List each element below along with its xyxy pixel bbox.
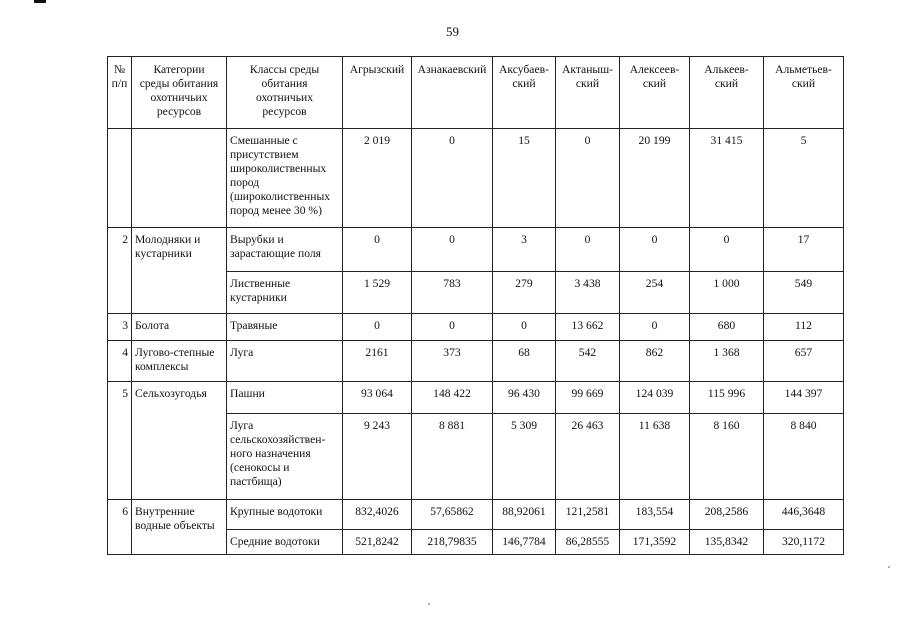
value-cell: 99 669 <box>556 382 620 414</box>
header-category: Категории среды обитания охотничьих ресурсов <box>132 57 227 129</box>
header-district: Агрызский <box>343 57 412 129</box>
header-district: Алексеев- ский <box>620 57 690 129</box>
value-cell: 862 <box>620 341 690 382</box>
value-cell: 8 160 <box>690 414 764 500</box>
header-district: Актаныш- ский <box>556 57 620 129</box>
row-number: 2 <box>108 228 132 314</box>
value-cell: 13 662 <box>556 314 620 341</box>
value-cell: 549 <box>764 272 844 314</box>
value-cell: 0 <box>620 314 690 341</box>
table-row <box>108 129 844 228</box>
scan-speck <box>888 566 890 568</box>
row-category: Молодняки и кустарники <box>132 228 227 314</box>
value-cell: 0 <box>620 228 690 272</box>
value-cell: 148 422 <box>412 382 493 414</box>
value-cell: 135,8342 <box>690 530 764 555</box>
value-cell: 88,92061 <box>493 500 556 530</box>
value-cell: 144 397 <box>764 382 844 414</box>
value-cell: 0 <box>343 314 412 341</box>
value-cell: 1 000 <box>690 272 764 314</box>
value-cell: 96 430 <box>493 382 556 414</box>
row-category: Внутренние водные объекты <box>132 500 227 555</box>
value-cell: 26 463 <box>556 414 620 500</box>
row-number: 4 <box>108 341 132 382</box>
table-row <box>108 228 844 272</box>
value-cell: 57,65862 <box>412 500 493 530</box>
value-cell: 0 <box>690 228 764 272</box>
value-cell: 208,2586 <box>690 500 764 530</box>
value-cell: 31 415 <box>690 129 764 228</box>
value-cell: 279 <box>493 272 556 314</box>
value-cell: 20 199 <box>620 129 690 228</box>
header-class: Классы среды обитания охотничьих ресурсов <box>227 57 343 129</box>
row-class: Вырубки и зарастающие поля <box>227 228 343 272</box>
header-district: Алькеев- ский <box>690 57 764 129</box>
table-row <box>108 382 844 414</box>
value-cell: 320,1172 <box>764 530 844 555</box>
value-cell: 1 368 <box>690 341 764 382</box>
scan-corner-mark <box>34 0 46 3</box>
table-row <box>108 314 844 341</box>
value-cell: 17 <box>764 228 844 272</box>
habitat-table <box>107 56 844 555</box>
value-cell: 3 <box>493 228 556 272</box>
value-cell: 254 <box>620 272 690 314</box>
row-class: Пашни <box>227 382 343 414</box>
value-cell: 112 <box>764 314 844 341</box>
value-cell: 832,4026 <box>343 500 412 530</box>
row-category: Болота <box>132 314 227 341</box>
value-cell: 0 <box>343 228 412 272</box>
value-cell: 11 638 <box>620 414 690 500</box>
row-number <box>108 129 132 228</box>
value-cell: 146,7784 <box>493 530 556 555</box>
value-cell: 8 840 <box>764 414 844 500</box>
value-cell: 15 <box>493 129 556 228</box>
value-cell: 2 019 <box>343 129 412 228</box>
value-cell: 521,8242 <box>343 530 412 555</box>
value-cell: 8 881 <box>412 414 493 500</box>
value-cell: 680 <box>690 314 764 341</box>
value-cell: 1 529 <box>343 272 412 314</box>
value-cell: 657 <box>764 341 844 382</box>
value-cell: 0 <box>412 228 493 272</box>
value-cell: 0 <box>556 228 620 272</box>
table-row <box>108 341 844 382</box>
value-cell: 93 064 <box>343 382 412 414</box>
row-class: Средние водотоки <box>227 530 343 555</box>
value-cell: 5 <box>764 129 844 228</box>
value-cell: 218,79835 <box>412 530 493 555</box>
table-row <box>108 500 844 530</box>
row-number: 6 <box>108 500 132 555</box>
row-class: Лиственные кустарники <box>227 272 343 314</box>
value-cell: 5 309 <box>493 414 556 500</box>
value-cell: 124 039 <box>620 382 690 414</box>
row-class: Крупные водотоки <box>227 500 343 530</box>
page-number: 59 <box>446 24 459 39</box>
value-cell: 115 996 <box>690 382 764 414</box>
value-cell: 121,2581 <box>556 500 620 530</box>
row-category <box>132 129 227 228</box>
row-class: Смешанные с присутствием широколиственных пород (широколиственных пород менее 30 %) <box>227 129 343 228</box>
row-category: Сельхозугодья <box>132 382 227 500</box>
value-cell: 446,3648 <box>764 500 844 530</box>
value-cell: 3 438 <box>556 272 620 314</box>
header-district: Альметьев- ский <box>764 57 844 129</box>
value-cell: 542 <box>556 341 620 382</box>
row-class: Луга <box>227 341 343 382</box>
row-number: 3 <box>108 314 132 341</box>
value-cell: 0 <box>556 129 620 228</box>
row-number: 5 <box>108 382 132 500</box>
value-cell: 68 <box>493 341 556 382</box>
value-cell: 783 <box>412 272 493 314</box>
value-cell: 183,554 <box>620 500 690 530</box>
value-cell: 9 243 <box>343 414 412 500</box>
value-cell: 0 <box>493 314 556 341</box>
scan-speck <box>428 603 430 605</box>
row-class: Травяные <box>227 314 343 341</box>
value-cell: 171,3592 <box>620 530 690 555</box>
header-num: № п/п <box>108 57 132 129</box>
value-cell: 373 <box>412 341 493 382</box>
table-header-row <box>108 57 844 129</box>
value-cell: 0 <box>412 314 493 341</box>
value-cell: 86,28555 <box>556 530 620 555</box>
header-district: Азнакаевский <box>412 57 493 129</box>
value-cell: 2161 <box>343 341 412 382</box>
row-class: Луга сельскохозяйствен- ного назначения (сенокосы и пастбища) <box>227 414 343 500</box>
value-cell: 0 <box>412 129 493 228</box>
header-district: Аксубаев- ский <box>493 57 556 129</box>
row-category: Лугово-степные комплексы <box>132 341 227 382</box>
